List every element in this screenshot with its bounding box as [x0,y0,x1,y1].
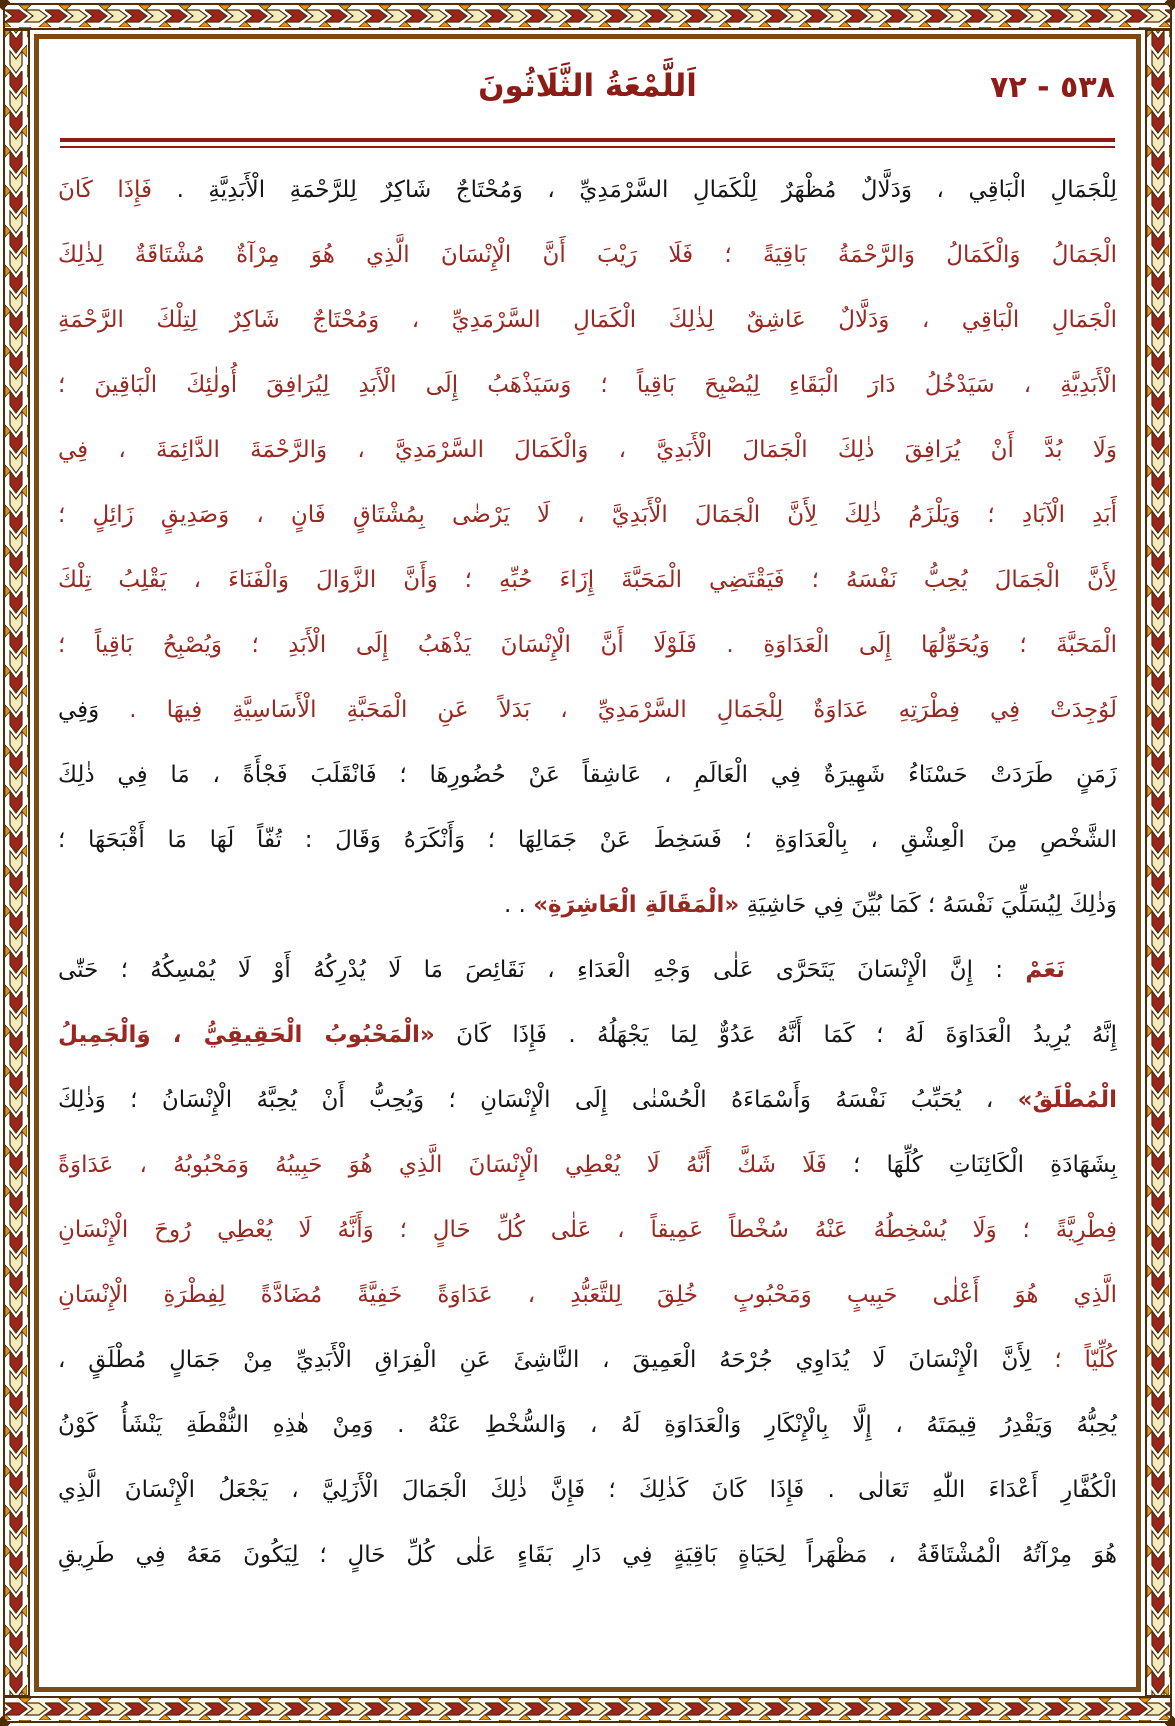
text-segment: كُلِّيّاً ؛ [1031,1347,1117,1373]
header-separator [60,138,1115,148]
text-line [58,743,1117,808]
text-segment: الْأَبَدِيَّةِ ، سَيَدْخُلُ دَارَ الْبَقَاءِ لِيُصْبِحَ بَاقِياً ؛ وَسَيَذْهَبُ إِلَى الْأَبَدِ لِيُرَافِقَ أُولٰئِكَ الْبَاقِينَ ؛ [58,372,1117,398]
text-line [58,1068,1117,1133]
text-segment: لِلْجَمَالِ الْبَاقِي ، وَدَلَّالٌ مُظْهَرٌ لِلْكَمَالِ السَّرْمَدِيِّ ، وَمُحْتَاجٌ شَاكِرٌ لِلرَّحْمَةِ الْأَبَدِيَّةِ . [152,177,1118,203]
text-segment: لِأَنَّ الْجَمَالَ يُحِبُّ نَفْسَهُ ؛ فَيَقْتَضِي الْمَحَبَّةَ إِزَاءَ حُبِّهِ ؛ وَأَنَّ الزَّوَالَ وَالْفَنَاءَ ، يَقْلِبُ تِلْكَ [58,567,1117,593]
text-line [58,613,1117,678]
text-segment: بِشَهَادَةِ الْكَائِنَاتِ كُلِّهَا ؛ [826,1152,1117,1178]
text-segment: «الْمَحْبُوبُ الْحَقِيقِيُّ ، وَالْجَمِيلُ [58,1022,435,1048]
text-segment: الشَّخْصِ مِنَ الْعِشْقِ ، بِالْعَدَاوَةِ ؛ فَسَخِطَ عَنْ جَمَالِهَا ؛ وَأَنْكَرَهُ وَقَالَ : تُفّاً لَهَا مَا أَقْبَحَهَا ؛ [58,827,1117,853]
text-segment: فِطْرِيَّةً ؛ وَلَا يُسْخِطُهُ عَنْهُ سُخْطاً عَمِيقاً ، عَلٰى كُلِّ حَالٍ ؛ وَأَنَّهُ لَا يُعْطِي رُوحَ الْإِنْسَانِ [58,1217,1117,1243]
text-segment: الْكُفَّارِ أَعْدَاءَ اللّٰهِ تَعَالٰى . فَإِذَا كَانَ كَذٰلِكَ ؛ فَإِنَّ ذٰلِكَ الْجَمَالَ الْأَزَلِيَّ ، يَجْعَلُ الْإِنْسَانَ الَّذِي [58,1477,1117,1503]
text-line [58,418,1117,483]
page-content [58,44,1117,1682]
text-segment: وَفِي [58,697,100,723]
text-segment: أَبَدِ الْآبَادِ ؛ وَيَلْزَمُ ذٰلِكَ لِأَنَّ الْجَمَالَ الْأَبَدِيَّ ، لَا يَرْضٰى بِمُشْتَاقٍ فَانٍ ، وَصَدِيقٍ زَائِلٍ ؛ [58,502,1117,528]
text-segment: الْمَحَبَّةَ ؛ وَيُحَوِّلُهَا إِلَى الْعَدَاوَةِ . فَلَوْلَا أَنَّ الْإِنْسَانَ يَذْهَبُ إِلَى الْأَبَدِ ؛ وَيُصْبِحُ بَاقِياً ؛ [58,632,1117,658]
text-segment: وَلَا بُدَّ أَنْ يُرَافِقَ ذٰلِكَ الْجَمَالَ الْأَبَدِيَّ ، وَالْكَمَالَ السَّرْمَدِيَّ ، وَالرَّحْمَةَ الدَّائِمَةَ ، فِي [58,437,1117,463]
ornamental-border-bottom [3,1696,1172,1723]
text-segment: فَإِذَا كَانَ [58,177,153,203]
text-line [58,1458,1117,1523]
text-line [58,288,1117,353]
text-segment: : إِنَّ الْإِنْسَانَ يَتَحَرَّى عَلٰى وَجْهِ الْعَدَاءِ ، نَقَائِصَ مَا لَا يُدْرِكُهُ أَوْ لَا يُمْسِكُهُ ؛ حَتّٰى [58,957,1026,983]
text-segment: الَّذِي هُوَ أَعْلٰى حَبِيبٍ وَمَحْبُوبٍ خُلِقَ لِلتَّعَبُّدِ ، عَدَاوَةً خَفِيَّةً مُضَادَّةً لِفِطْرَةِ الْإِنْسَانِ [58,1282,1117,1308]
text-line [58,1263,1117,1328]
text-line [58,678,1117,743]
text-line [58,158,1117,223]
text-segment: فَلَا شَكَّ أَنَّهُ لَا يُعْطِي الْإِنْسَانَ الَّذِي هُوَ حَبِيبُهُ وَمَحْبُوبُهُ ، عَدَاوَةً [58,1152,827,1178]
text-segment: . . [503,892,534,918]
text-line [58,808,1117,873]
ornamental-border-right [1145,29,1172,1697]
text-segment: يُحِبُّهُ وَيَقْدِرُ قِيمَتَهُ ، إِلَّا بِالْإِنْكَارِ وَالْعَدَاوَةِ لَهُ ، وَالسُّخْطِ عَنْهُ . وَمِنْ هٰذِهِ النُّقْطَةِ يَنْشَأُ كَوْنُ [58,1412,1117,1438]
ornamental-border-top [3,3,1172,30]
text-line [58,223,1117,288]
text-segment: «الْمَقَالَةِ الْعَاشِرَةِ» [533,892,740,918]
page-title: اَللَّمْعَةُ الثَّلَاثُونَ [478,68,697,104]
text-line [58,1393,1117,1458]
text-segment: هُوَ مِرْآتُهُ الْمُشْتَاقَةُ ، مَظْهَراً لِحَيَاةٍ بَاقِيَةٍ فِي دَارِ بَقَاءٍ عَلٰى كُلِّ حَالٍ ؛ لِيَكُونَ مَعَهُ فِي طَرِيقِ [58,1542,1117,1568]
ornamental-border-left [3,29,30,1697]
text-line [58,1198,1117,1263]
text-line [58,548,1117,613]
text-line [58,1133,1117,1198]
text-segment: الْمُطْلَقُ» [1017,1087,1117,1113]
text-segment: إِنَّهُ يُرِيدُ الْعَدَاوَةَ لَهُ ؛ كَمَا أَنَّهُ عَدُوٌّ لِمَا يَجْهَلُهُ . فَإِذَا كَانَ [434,1022,1117,1048]
text-segment: الْجَمَالُ وَالْكَمَالُ وَالرَّحْمَةُ بَاقِيَةً ؛ فَلَا رَيْبَ أَنَّ الْإِنْسَانَ الَّذِي هُوَ مِرْآةٌ مُشْتَاقَةٌ لِذٰلِكَ [58,242,1117,268]
text-segment: وَذٰلِكَ لِيُسَلِّيَ نَفْسَهُ ؛ كَمَا بُيِّنَ فِي حَاشِيَةِ [739,892,1117,918]
text-line [58,353,1117,418]
text-line [58,873,1117,938]
text-line [58,483,1117,548]
text-line [58,1328,1117,1393]
text-segment: لَوُجِدَتْ فِي فِطْرَتِهِ عَدَاوَةٌ لِلْجَمَالِ السَّرْمَدِيِّ ، بَدَلاً عَنِ الْمَحَبَّةِ الْأَسَاسِيَّةِ فِيهَا . [99,697,1117,723]
text-segment: زَمَنٍ طَرَدَتْ حَسْنَاءُ شَهِيرَةٌ فِي الْعَالَمِ ، عَاشِقاً عَنْ حُضُورِهَا ؛ فَانْقَلَبَ فَجْأَةً ، مَا فِي ذٰلِكَ [58,762,1117,788]
text-line [58,938,1117,1003]
page-number: ٧٢ - ٥٣٨ [990,70,1115,105]
text-line [58,1003,1117,1068]
text-segment: نَعَمْ [1025,957,1065,983]
text-segment: ، يُحَبِّبُ نَفْسَهُ وَأَسْمَاءَهُ الْحُسْنٰى إِلَى الْإِنْسَانِ ؛ وَيُحِبُّ أَنْ يُحِبَّهُ الْإِنْسَانُ ؛ وَذٰلِكَ [58,1087,1018,1113]
text-line [58,1523,1117,1588]
text-body [58,158,1117,1588]
page-header [58,44,1117,138]
separator-thin-rule [60,146,1115,148]
text-segment: لِأَنَّ الْإِنْسَانَ لَا يُدَاوِي جُرْحَهُ الْعَمِيقَ ، النَّاشِئَ عَنِ الْفِرَاقِ الْأَبَدِيِّ مِنْ جَمَالٍ مُطْلَقٍ ، [58,1347,1032,1373]
text-segment: الْجَمَالِ الْبَاقِي ، وَدَلَّالٌ عَاشِقٌ لِذٰلِكَ الْكَمَالِ السَّرْمَدِيِّ ، وَمُحْتَاجٌ شَاكِرٌ لِتِلْكَ الرَّحْمَةِ [58,307,1117,333]
